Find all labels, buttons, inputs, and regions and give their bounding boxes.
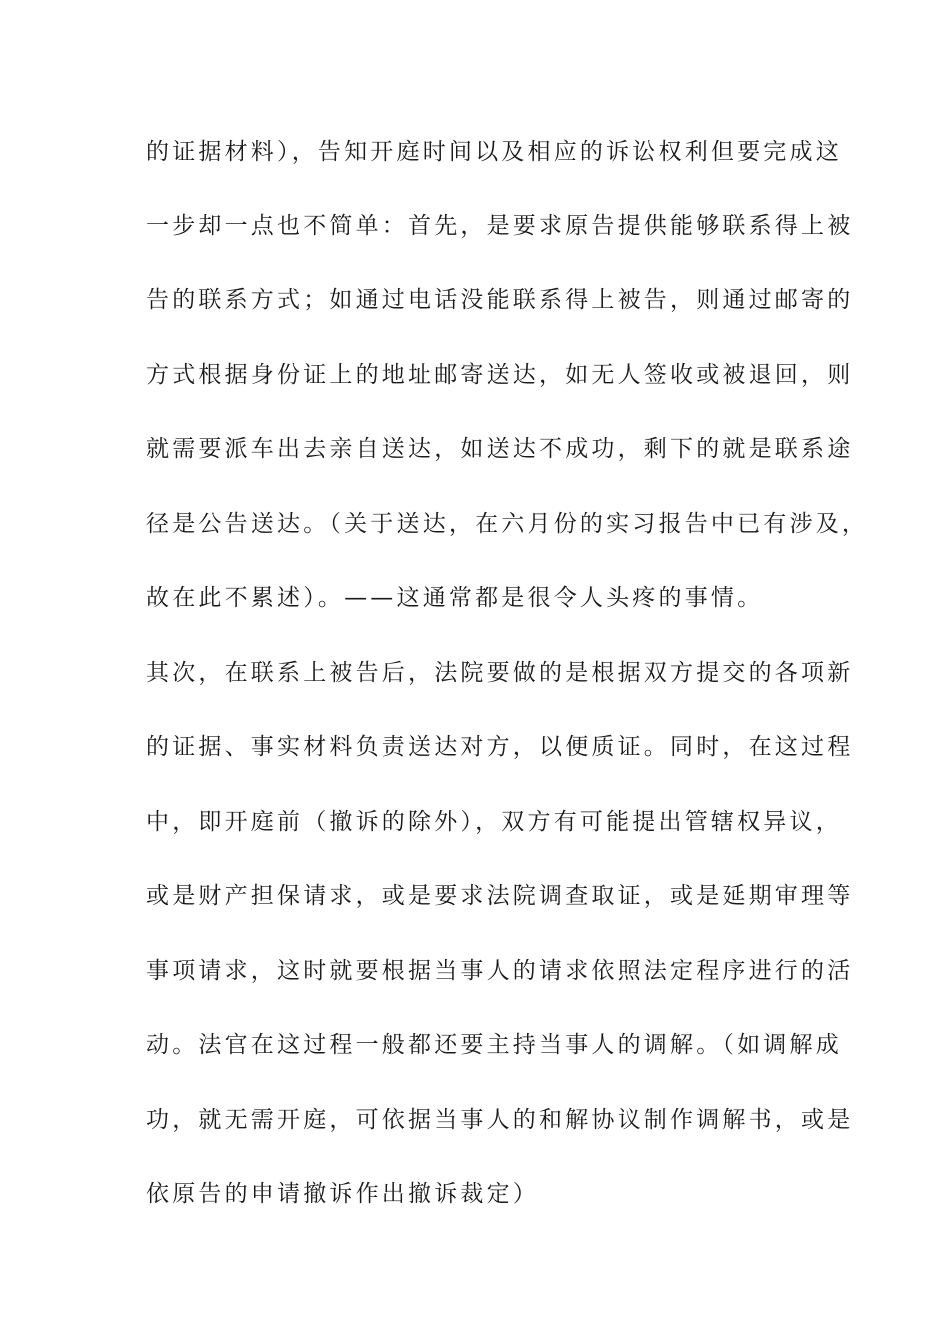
text-line-4: 方式根据身份证上的地址邮寄送达，如无人签收或被退回，则 [146, 362, 854, 388]
text-line-14: 功，就无需开庭，可依据当事人的和解协议制作调解书，或是 [146, 1107, 854, 1133]
text-line-13: 动。法官在这过程一般都还要主持当事人的调解。（如调解成 [146, 1032, 842, 1058]
text-line-15: 依原告的申请撤诉作出撤诉裁定） [146, 1181, 539, 1207]
text-line-10: 中，即开庭前（撤诉的除外），双方有可能提出管辖权异议， [146, 809, 842, 835]
text-line-3: 告的联系方式；如通过电话没能联系得上被告，则通过邮寄的 [146, 287, 854, 313]
text-line-5: 就需要派车出去亲自送达，如送达不成功，剩下的就是联系途 [146, 436, 854, 462]
text-line-2: 一步却一点也不简单：首先，是要求原告提供能够联系得上被 [146, 213, 854, 239]
text-line-8: 其次，在联系上被告后，法院要做的是根据双方提交的各项新 [146, 660, 854, 686]
text-line-11: 或是财产担保请求，或是要求法院调查取证，或是延期审理等 [146, 883, 854, 909]
text-line-12: 事项请求，这时就要根据当事人的请求依照法定程序进行的活 [146, 958, 854, 984]
text-line-6: 径是公告送达。（关于送达，在六月份的实习报告中已有涉及， [146, 511, 869, 537]
text-line-1: 的证据材料），告知开庭时间以及相应的诉讼权利但要完成这 [146, 139, 842, 165]
text-line-9: 的证据、事实材料负责送达对方，以便质证。同时，在这过程 [146, 734, 854, 760]
text-line-7: 故在此不累述）。——这通常都是很令人头疼的事情。 [146, 585, 764, 611]
